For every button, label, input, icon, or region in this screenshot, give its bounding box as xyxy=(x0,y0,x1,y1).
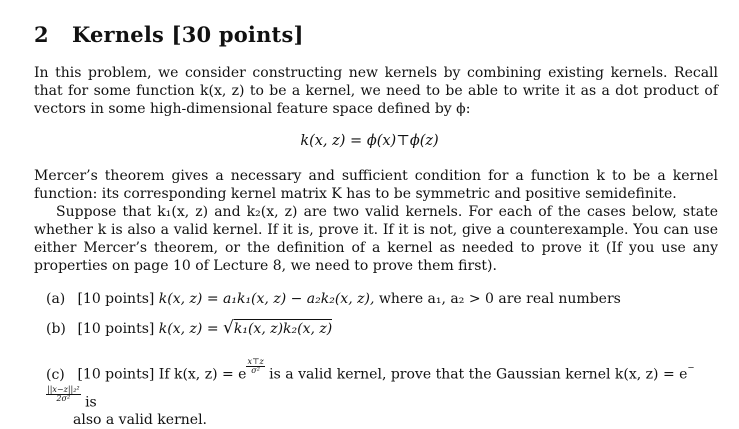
section-title: Kernels [30 points] xyxy=(72,22,304,47)
intro-paragraph: In this problem, we consider constructing new kernels by combining existing kernels. Recall that for some function k(x, z) to be a kernel, we need to be able to write it as a dot product of vectors in some high-dimensional feature space defined by ϕ: xyxy=(34,65,718,117)
item-c xyxy=(46,358,722,429)
item-formula: k(x, z) = a₁k₁(x, z) − a₂k₂(x, z), xyxy=(158,291,375,307)
item-continuation: also a valid kernel. xyxy=(73,412,207,429)
item-label: (a) xyxy=(46,291,66,307)
item-formula-lhs: k(x, z) = xyxy=(158,321,219,337)
item-radicand: k₁(x, z)k₂(x, z) xyxy=(233,321,333,337)
item-label: (c) xyxy=(46,366,65,383)
item-post: is xyxy=(85,394,97,411)
exponent-fraction-1 xyxy=(246,358,264,375)
exp2-sign: − xyxy=(687,362,695,373)
section-number: 2 xyxy=(34,22,49,47)
item-mid: is a valid kernel, prove that the Gaussian kernel k(x, z) = e xyxy=(269,366,688,383)
square-root: √k₁(x, z)k₂(x, z) xyxy=(223,318,333,338)
exponent-fraction-2 xyxy=(46,386,81,403)
item-a xyxy=(46,290,722,308)
item-points: [10 points] xyxy=(77,321,155,337)
item-label: (b) xyxy=(46,321,66,337)
exp1-numerator: x⊤z xyxy=(247,357,264,366)
item-b xyxy=(46,319,722,338)
exp2-denominator: 2σ² xyxy=(56,393,71,403)
item-text: where a₁, a₂ > 0 are real numbers xyxy=(378,291,621,307)
suppose-paragraph: Suppose that k₁(x, z) and k₂(x, z) are two valid kernels. For each of the cases below, state whether k is also a valid kernel. If it is, prove it. If it is not, give a counterexample. You can use either Mercer’s theorem, or the definition of a kernel as needed to prove it (If you use any properties on page 10 of Lecture 8, we need to prove them first). xyxy=(34,204,718,274)
item-pre: If k(x, z) = e xyxy=(158,366,247,383)
exp2-numerator: ||x−z||₂² xyxy=(47,384,80,394)
kernel-definition-equation: k(x, z) = ϕ(x)⊤ϕ(z) xyxy=(300,133,439,149)
item-points: [10 points] xyxy=(77,291,155,307)
section-heading xyxy=(34,22,304,47)
mercer-paragraph: Mercer’s theorem gives a necessary and sufficient condition for a function k to be a kernel function: its corresponding kernel matrix K has to be symmetric and positive semidefinite. xyxy=(34,168,718,202)
item-points: [10 points] xyxy=(77,366,155,383)
exp1-denominator: σ² xyxy=(251,366,260,375)
